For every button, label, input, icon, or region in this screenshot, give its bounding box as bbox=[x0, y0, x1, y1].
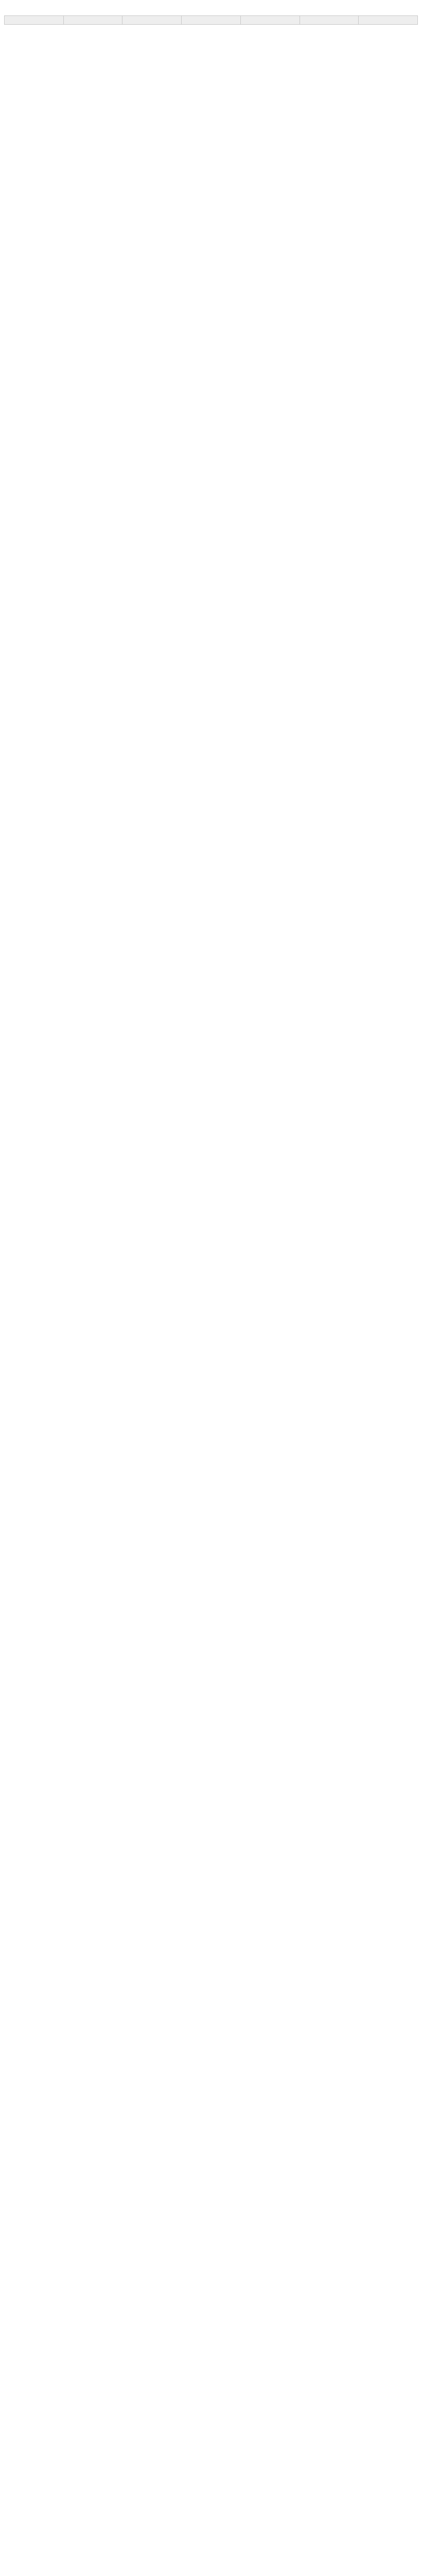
column-header-2 bbox=[63, 16, 122, 25]
column-header-5 bbox=[240, 16, 300, 25]
column-header-6 bbox=[300, 16, 359, 25]
column-header-4 bbox=[182, 16, 241, 25]
column-header-3 bbox=[122, 16, 182, 25]
table-header bbox=[5, 16, 418, 25]
document-sheet bbox=[4, 4, 418, 35]
page-title bbox=[4, 4, 418, 15]
column-header-7 bbox=[359, 16, 418, 25]
table-header-row bbox=[5, 16, 418, 25]
records-table bbox=[4, 15, 418, 25]
column-header-1 bbox=[5, 16, 64, 25]
page-footer bbox=[4, 25, 418, 35]
